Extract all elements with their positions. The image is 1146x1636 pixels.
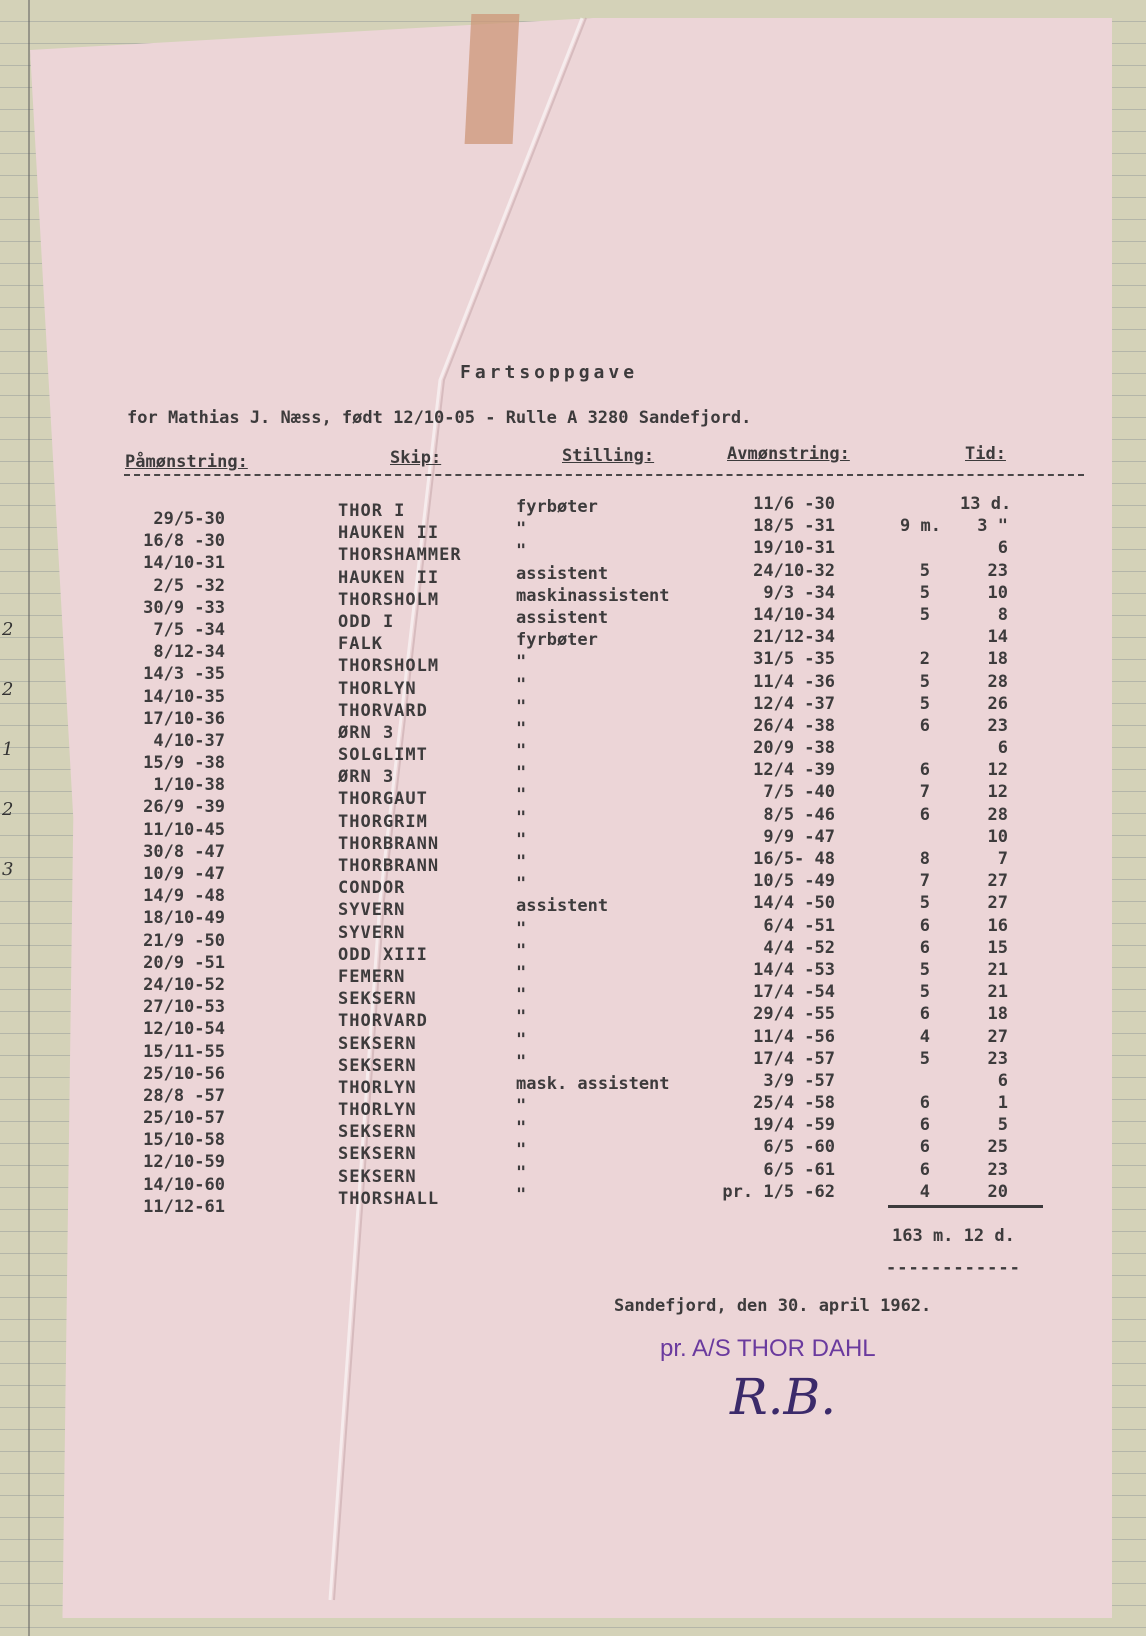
header-start: Påmønstring: <box>125 452 248 472</box>
margin-mark: 3 <box>2 859 14 880</box>
ship-cell: SEKSERN <box>338 1166 417 1187</box>
company-stamp: pr. A/S THOR DAHL <box>660 1335 876 1362</box>
months-cell: 5 <box>919 893 930 914</box>
months-cell: 2 <box>919 649 930 670</box>
role-cell: " <box>516 829 527 850</box>
months-cell <box>900 537 930 559</box>
ship-cell: THORLYN <box>338 1077 417 1098</box>
ship-cell: THORGAUT <box>338 789 428 810</box>
days-cell: 23 <box>987 715 1008 736</box>
ship-cell: HAUKEN II <box>338 523 440 544</box>
start-date-cell: 28/8 -57 <box>143 1085 225 1106</box>
margin-mark: 2 <box>2 799 14 820</box>
days-cell: 12 <box>987 782 1008 803</box>
end-date-cell: 6/4 -51 <box>763 915 835 936</box>
start-date-cell: 29/5-30 <box>153 509 225 529</box>
months-cell: 6 <box>919 760 930 781</box>
total-double-rule: ------------ <box>886 1258 1021 1278</box>
days-cell: 26 <box>987 693 1008 714</box>
start-date-cell: 1/10-38 <box>153 775 225 796</box>
days-cell: 6 <box>997 1070 1008 1091</box>
ship-cell: SOLGLIMT <box>338 745 428 766</box>
end-date-cell: 20/9 -38 <box>753 738 835 759</box>
start-date-cell: 14/9 -48 <box>143 886 225 907</box>
days-cell: 7 <box>997 849 1008 869</box>
end-date-cell: 9/3 -34 <box>763 582 835 603</box>
role-cell: assistent <box>516 607 609 628</box>
months-cell: 4 <box>919 1181 930 1202</box>
end-date-cell: 31/5 -35 <box>753 649 835 670</box>
end-date-cell: 29/4 -55 <box>753 1004 835 1025</box>
start-date-cell: 20/9 -51 <box>143 952 225 973</box>
end-date-cell: 10/5 -49 <box>753 871 835 892</box>
days-cell: 1 <box>997 1093 1008 1114</box>
days-cell: 23 <box>987 560 1008 581</box>
months-cell <box>900 826 930 848</box>
end-date-cell: 3/9 -57 <box>763 1070 835 1091</box>
role-cell: fyrbøter <box>516 497 598 517</box>
end-date-cell: 6/5 -61 <box>763 1159 835 1180</box>
header-end: Avmønstring: <box>727 444 850 464</box>
end-date-cell: 21/12-34 <box>753 627 835 648</box>
ship-cell: ODD I <box>338 611 395 632</box>
end-date-cell: 26/4 -38 <box>753 715 835 736</box>
end-date-cell: 12/4 -37 <box>753 693 835 714</box>
months-cell: 5 <box>919 582 930 603</box>
start-date-cell: 12/10-59 <box>143 1152 225 1173</box>
end-date-cell: 11/4 -56 <box>753 1026 835 1047</box>
role-cell: " <box>516 1029 527 1050</box>
end-date-cell: 14/10-34 <box>753 604 835 625</box>
ship-cell: SEKSERN <box>338 1055 417 1076</box>
days-cell: 15 <box>987 937 1008 958</box>
end-date-cell: 8/5 -46 <box>763 804 835 825</box>
start-date-cell: 27/10-53 <box>143 997 225 1018</box>
months-cell: 6 <box>919 915 930 936</box>
start-date-cell: 25/10-56 <box>143 1063 225 1084</box>
end-date-cell: 7/5 -40 <box>763 782 835 803</box>
days-cell: 10 <box>987 582 1008 603</box>
days-cell: 27 <box>987 1026 1008 1047</box>
days-cell: 21 <box>987 982 1008 1003</box>
ledger-margin-marks <box>2 600 13 900</box>
end-date-cell: 18/5 -31 <box>753 516 835 537</box>
role-cell: " <box>516 1051 527 1072</box>
signature: R.B. <box>730 1368 837 1426</box>
months-cell: 6 <box>919 1137 930 1158</box>
role-cell: " <box>516 1162 527 1183</box>
start-date-cell: 8/12-34 <box>153 642 225 663</box>
ship-cell: SEKSERN <box>338 1144 417 1165</box>
months-cell: 6 <box>919 937 930 958</box>
end-date-cell: 9/9 -47 <box>763 826 835 847</box>
margin-mark: 1 <box>2 739 14 760</box>
end-date-cell: 17/4 -54 <box>753 982 835 1003</box>
months-cell: 5 <box>919 671 930 692</box>
days-cell: 25 <box>987 1137 1008 1158</box>
end-date-cell: 19/4 -59 <box>753 1115 835 1136</box>
months-cell: 5 <box>919 982 930 1003</box>
months-cell <box>900 737 930 759</box>
ship-cell: SEKSERN <box>338 989 417 1010</box>
header-time: Tid: <box>965 444 1006 464</box>
ship-cell: THORSHOLM <box>338 656 440 677</box>
column-months <box>900 493 941 1203</box>
months-cell: 6 <box>919 1159 930 1180</box>
ship-cell: THORBRANN <box>338 856 440 876</box>
end-date-cell: 11/6 -30 <box>753 494 835 514</box>
role-cell: " <box>516 807 527 828</box>
ship-cell: ØRN 3 <box>338 722 395 743</box>
start-date-cell: 2/5 -32 <box>153 575 225 596</box>
days-cell: 28 <box>987 671 1008 692</box>
column-days <box>960 493 1012 1203</box>
total-time: 163 m. 12 d. <box>892 1226 1015 1246</box>
role-cell: " <box>516 962 527 983</box>
days-cell: 6 <box>997 738 1008 759</box>
end-date-cell: 6/5 -60 <box>763 1137 835 1158</box>
role-cell: " <box>516 985 527 1006</box>
end-date-cell: 11/4 -36 <box>753 671 835 692</box>
days-cell: 18 <box>987 649 1008 670</box>
ledger-margin-line <box>28 0 30 1636</box>
months-cell: 7 <box>919 871 930 892</box>
months-cell <box>900 1070 930 1092</box>
margin-mark: 2 <box>2 679 14 700</box>
ship-cell: SYVERN <box>338 900 406 921</box>
role-cell: " <box>516 652 527 673</box>
days-cell: 13 d. <box>960 494 1012 514</box>
days-cell: 27 <box>987 871 1008 892</box>
end-date-cell: 4/4 -52 <box>763 937 835 958</box>
days-cell: 20 <box>987 1181 1008 1202</box>
place-and-date: Sandefjord, den 30. april 1962. <box>614 1296 932 1316</box>
ship-cell: FEMERN <box>338 966 406 987</box>
end-date-cell: 25/4 -58 <box>753 1093 835 1114</box>
role-cell: " <box>516 1118 527 1139</box>
document-title: Fartsoppgave <box>460 362 639 383</box>
ship-cell: THORSHOLM <box>338 589 440 610</box>
sum-rule <box>888 1205 1043 1208</box>
role-cell: " <box>516 785 527 806</box>
column-ships <box>338 500 462 1210</box>
column-start-dates <box>120 508 225 1218</box>
end-date-cell: pr. 1/5 -62 <box>722 1181 835 1202</box>
role-cell: " <box>516 763 527 784</box>
ship-cell: THORBRANN <box>338 833 440 854</box>
end-date-cell: 14/4 -50 <box>753 893 835 914</box>
end-date-cell: 16/5- 48 <box>753 849 835 869</box>
start-date-cell: 11/10-45 <box>143 819 225 840</box>
start-date-cell: 21/9 -50 <box>143 930 225 951</box>
end-date-cell: 24/10-32 <box>753 560 835 581</box>
start-date-cell: 14/10-35 <box>143 686 225 707</box>
days-cell: 3 " <box>977 516 1008 537</box>
role-cell: " <box>516 874 527 895</box>
ship-cell: ODD XIII <box>338 944 428 965</box>
ship-cell: THORVARD <box>338 700 428 721</box>
start-date-cell: 15/10-58 <box>143 1130 225 1151</box>
column-roles <box>516 496 670 1206</box>
start-date-cell: 17/10-36 <box>143 708 225 729</box>
role-cell: maskinassistent <box>516 585 670 606</box>
start-date-cell: 18/10-49 <box>143 908 225 929</box>
days-cell: 8 <box>997 604 1008 625</box>
ship-cell: HAUKEN II <box>338 567 440 588</box>
role-cell: " <box>516 541 527 562</box>
start-date-cell: 25/10-57 <box>143 1108 225 1129</box>
role-cell: " <box>516 718 527 739</box>
months-cell: 8 <box>919 849 930 869</box>
role-cell: " <box>516 940 527 961</box>
days-cell: 21 <box>987 959 1008 980</box>
days-cell: 23 <box>987 1048 1008 1069</box>
role-cell: " <box>516 674 527 695</box>
ship-cell: THORLYN <box>338 678 417 699</box>
days-cell: 18 <box>987 1004 1008 1025</box>
ship-cell: THORGRIM <box>338 811 428 832</box>
months-cell: 5 <box>919 959 930 980</box>
days-cell: 16 <box>987 915 1008 936</box>
role-cell: " <box>516 696 527 717</box>
header-role: Stilling: <box>562 446 655 466</box>
days-cell: 10 <box>987 826 1008 847</box>
role-cell: mask. assistent <box>516 1073 670 1094</box>
days-cell: 5 <box>997 1115 1008 1136</box>
role-cell: " <box>516 1140 527 1161</box>
adhesive-tape <box>465 14 520 144</box>
column-end-dates <box>690 493 835 1203</box>
months-cell: 5 <box>919 560 930 581</box>
months-cell: 5 <box>919 1048 930 1069</box>
ship-cell: ØRN 3 <box>338 767 395 788</box>
start-date-cell: 14/10-31 <box>143 553 225 574</box>
start-date-cell: 26/9 -39 <box>143 797 225 818</box>
role-cell: " <box>516 918 527 939</box>
start-date-cell: 11/12-61 <box>143 1196 225 1217</box>
start-date-cell: 14/3 -35 <box>143 664 225 685</box>
start-date-cell: 12/10-54 <box>143 1019 225 1040</box>
days-cell: 27 <box>987 893 1008 914</box>
start-date-cell: 30/9 -33 <box>143 597 225 618</box>
ship-cell: SEKSERN <box>338 1033 417 1054</box>
ship-cell: CONDOR <box>338 878 406 899</box>
start-date-cell: 15/11-55 <box>143 1041 225 1062</box>
ship-cell: THORLYN <box>338 1100 417 1121</box>
header-ship: Skip: <box>390 448 442 468</box>
end-date-cell: 12/4 -39 <box>753 760 835 781</box>
days-cell: 23 <box>987 1159 1008 1180</box>
months-cell: 5 <box>919 693 930 714</box>
months-cell: 9 m. <box>900 516 941 537</box>
months-cell: 6 <box>919 804 930 825</box>
days-cell: 28 <box>987 804 1008 825</box>
ship-cell: THORSHALL <box>338 1188 440 1209</box>
start-date-cell: 7/5 -34 <box>153 619 225 640</box>
months-cell <box>900 493 930 515</box>
role-cell: assistent <box>516 896 609 917</box>
role-cell: assistent <box>516 563 609 584</box>
months-cell: 6 <box>919 1093 930 1114</box>
role-cell: " <box>516 741 527 762</box>
start-date-cell: 30/8 -47 <box>143 841 225 862</box>
end-date-cell: 19/10-31 <box>753 538 835 559</box>
document-subtitle: for Mathias J. Næss, født 12/10-05 - Rulle A 3280 Sandefjord. <box>127 408 752 428</box>
start-date-cell: 4/10-37 <box>153 730 225 751</box>
role-cell: " <box>516 852 527 872</box>
start-date-cell: 14/10-60 <box>143 1174 225 1195</box>
role-cell: " <box>516 519 527 540</box>
header-rule <box>124 474 1084 476</box>
ship-cell: SYVERN <box>338 922 406 943</box>
days-cell: 14 <box>987 627 1008 648</box>
months-cell: 6 <box>919 1004 930 1025</box>
ship-cell: SEKSERN <box>338 1122 417 1143</box>
role-cell: " <box>516 1007 527 1028</box>
ship-cell: THOR I <box>338 501 406 521</box>
days-cell: 12 <box>987 760 1008 781</box>
margin-mark: 2 <box>2 619 14 640</box>
start-date-cell: 16/8 -30 <box>143 531 225 552</box>
ship-cell: THORVARD <box>338 1011 428 1032</box>
months-cell: 7 <box>919 782 930 803</box>
start-date-cell: 24/10-52 <box>143 974 225 995</box>
role-cell: " <box>516 1096 527 1117</box>
days-cell: 6 <box>997 538 1008 559</box>
start-date-cell: 10/9 -47 <box>143 864 225 884</box>
role-cell: fyrbøter <box>516 630 598 651</box>
ship-cell: THORSHAMMER <box>338 545 462 566</box>
start-date-cell: 15/9 -38 <box>143 753 225 774</box>
months-cell: 6 <box>919 1115 930 1136</box>
ship-cell: FALK <box>338 634 383 655</box>
role-cell: " <box>516 1184 527 1205</box>
end-date-cell: 17/4 -57 <box>753 1048 835 1069</box>
months-cell <box>900 626 930 648</box>
months-cell: 6 <box>919 715 930 736</box>
months-cell: 4 <box>919 1026 930 1047</box>
months-cell: 5 <box>919 604 930 625</box>
end-date-cell: 14/4 -53 <box>753 959 835 980</box>
